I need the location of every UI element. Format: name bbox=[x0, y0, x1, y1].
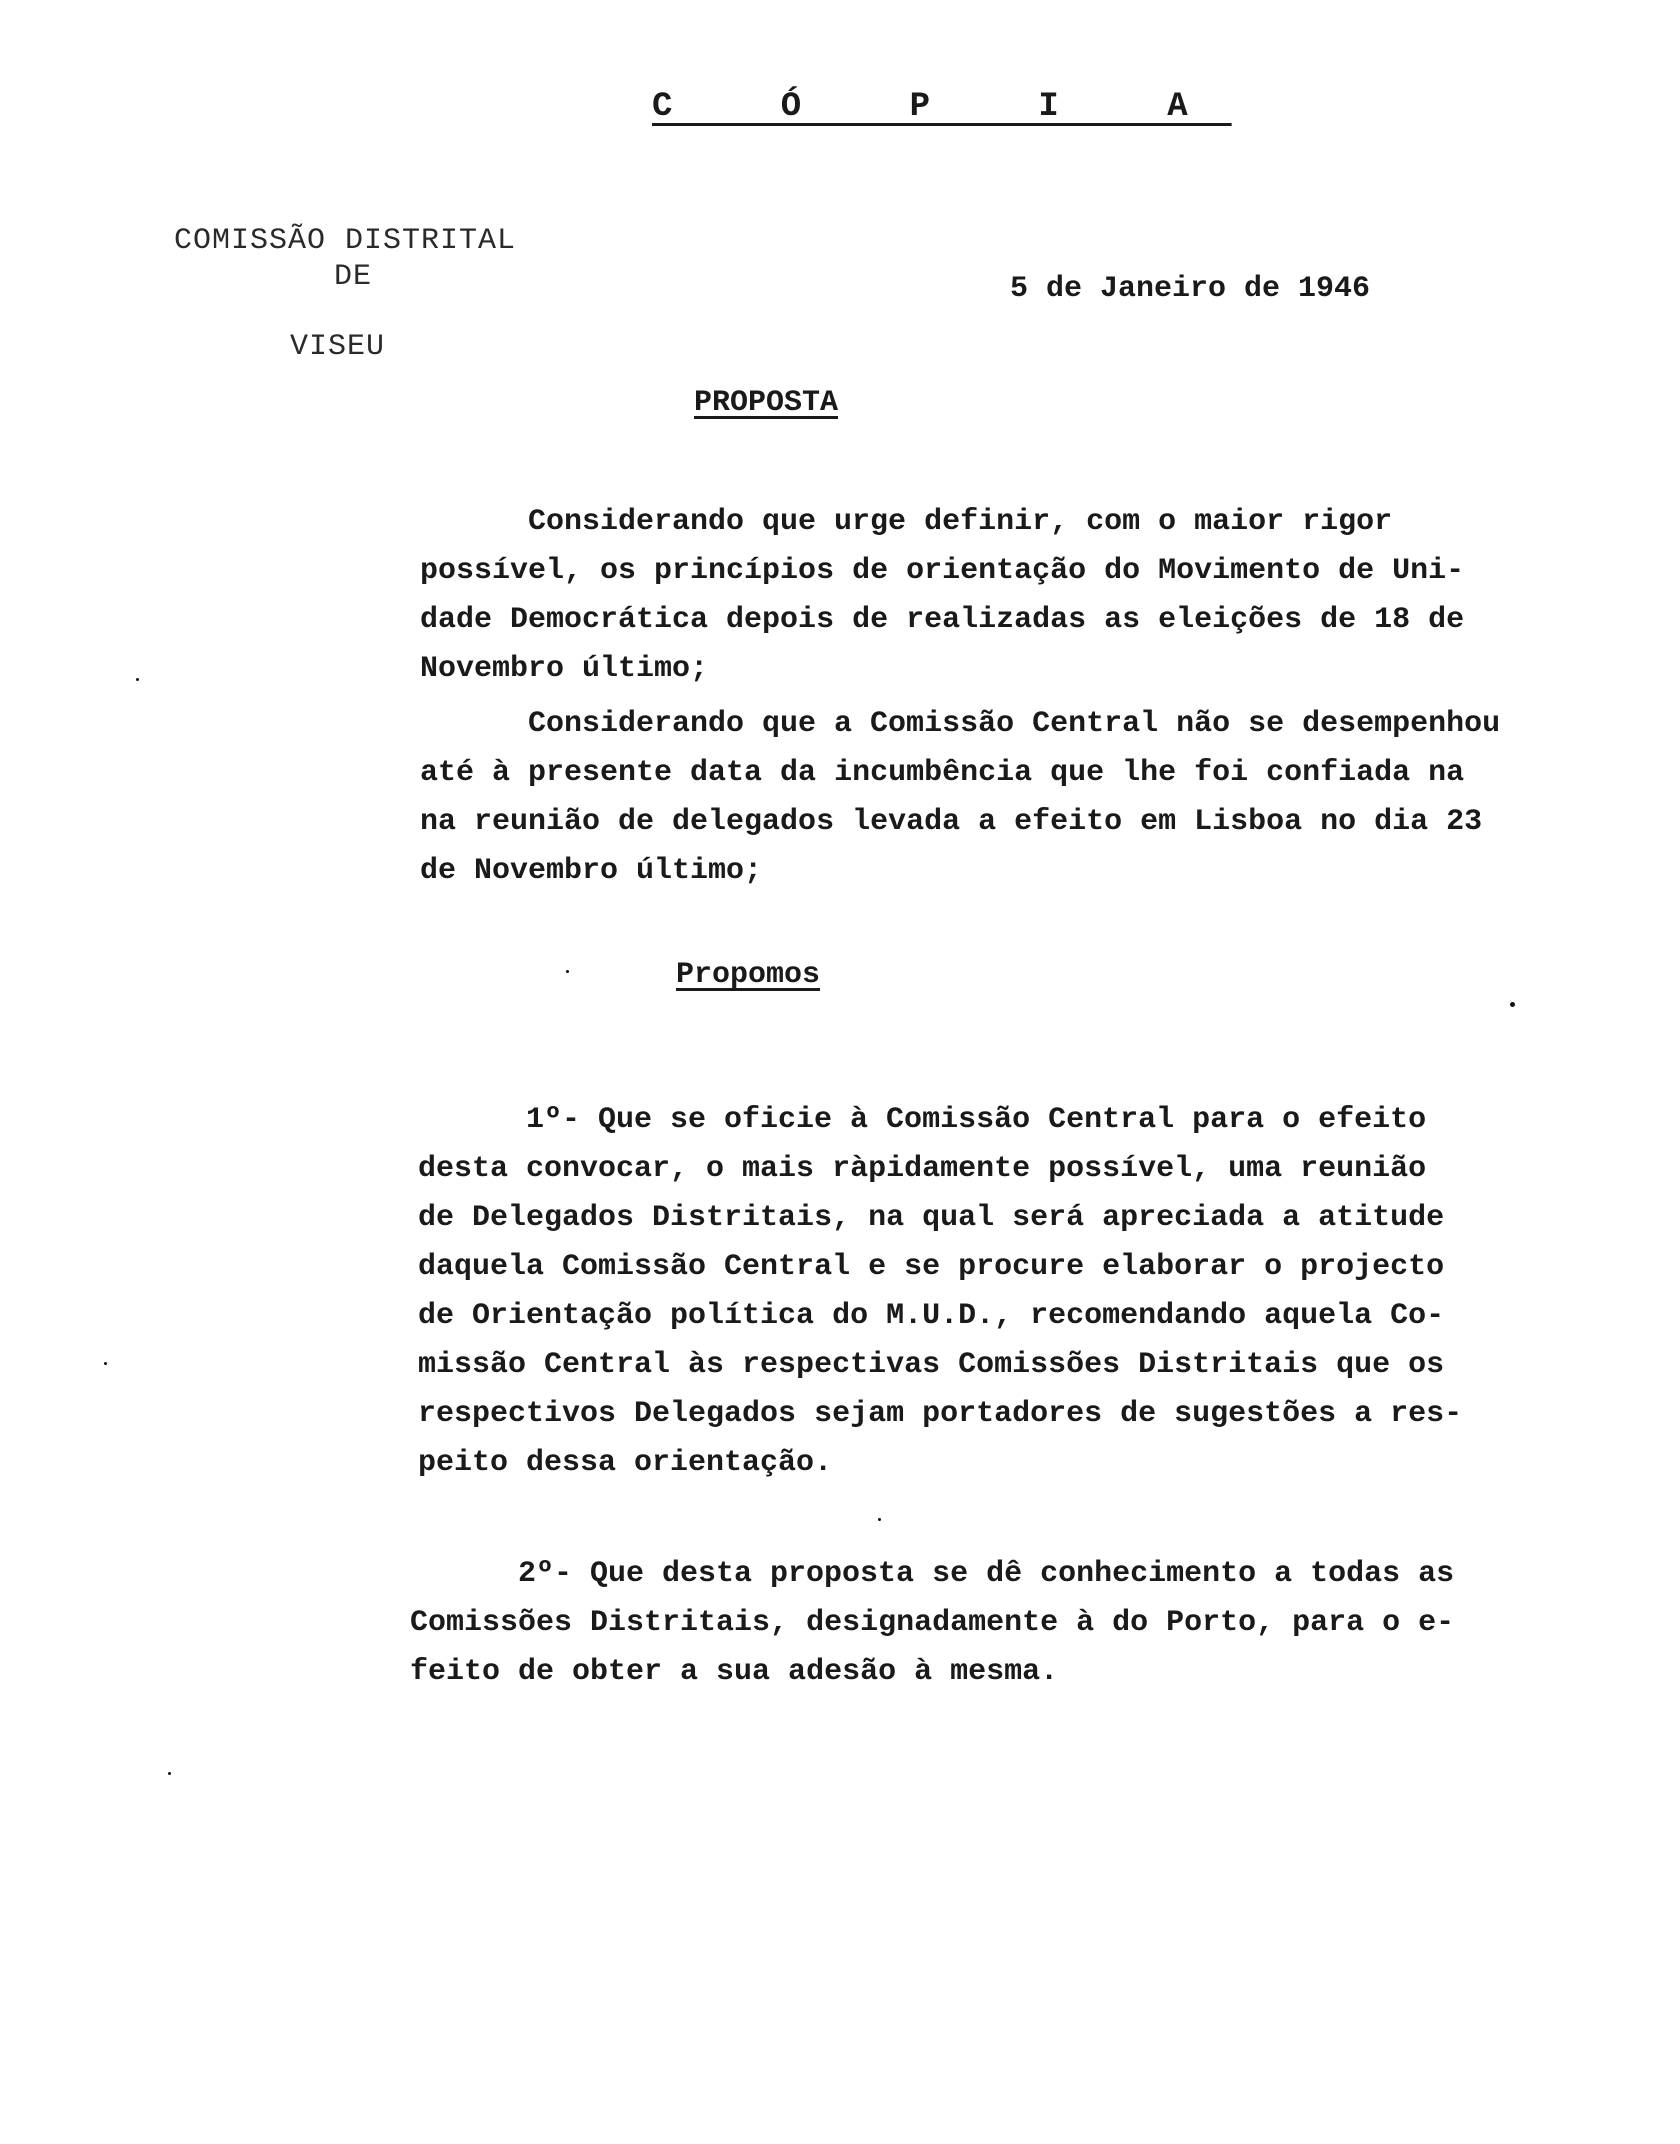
text-line: de Delegados Distritais, na qual será apreciada a atitude bbox=[418, 1201, 1445, 1235]
propomos-item-1 bbox=[418, 1096, 1608, 1488]
text-line: desta convocar, o mais ràpidamente possível, uma reunião bbox=[418, 1152, 1427, 1186]
proposta-paragraph-2 bbox=[420, 700, 1610, 896]
text-line: dade Democrática depois de realizadas as eleições de 18 de bbox=[420, 603, 1465, 637]
scan-speck bbox=[878, 1518, 881, 1521]
document-title: C Ó P I A bbox=[652, 88, 1232, 126]
scan-speck bbox=[136, 678, 139, 681]
org-name-line3: VISEU bbox=[290, 330, 386, 364]
document-date: 5 de Janeiro de 1946 bbox=[1010, 272, 1371, 306]
text-line: Considerando que urge definir, com o maior rigor bbox=[528, 505, 1393, 539]
scan-speck bbox=[104, 1362, 107, 1365]
text-line: Considerando que a Comissão Central não se desempenhou bbox=[528, 707, 1501, 741]
text-line: na reunião de delegados levada a efeito em Lisboa no dia 23 bbox=[420, 805, 1483, 839]
propomos-heading: Propomos bbox=[676, 958, 821, 992]
text-line: respectivos Delegados sejam portadores de sugestões a res- bbox=[418, 1397, 1463, 1431]
text-line: 2º- Que desta proposta se dê conhecimento a todas as bbox=[518, 1557, 1455, 1591]
proposta-heading: PROPOSTA bbox=[694, 386, 839, 420]
scan-speck bbox=[566, 970, 569, 973]
text-line: missão Central às respectivas Comissões Distritais que os bbox=[418, 1348, 1445, 1382]
org-name-line2: DE bbox=[334, 260, 373, 294]
text-line: Novembro último; bbox=[420, 652, 709, 686]
text-line: até à presente data da incumbência que lhe foi confiada na bbox=[420, 756, 1465, 790]
scan-speck bbox=[168, 1772, 171, 1775]
text-line: 1º- Que se oficie à Comissão Central para o efeito bbox=[526, 1103, 1427, 1137]
text-line: feito de obter a sua adesão à mesma. bbox=[410, 1655, 1059, 1689]
text-line: de Orientação política do M.U.D., recomendando aquela Co- bbox=[418, 1299, 1445, 1333]
text-line: possível, os princípios de orientação do Movimento de Uni- bbox=[420, 554, 1465, 588]
text-line: daquela Comissão Central e se procure elaborar o projecto bbox=[418, 1250, 1445, 1284]
text-line: peito dessa orientação. bbox=[418, 1446, 833, 1480]
text-line: de Novembro último; bbox=[420, 854, 763, 888]
org-name-line1: COMISSÃO DISTRITAL bbox=[174, 224, 517, 258]
proposta-paragraph-1 bbox=[420, 498, 1610, 694]
propomos-item-2 bbox=[410, 1550, 1610, 1697]
text-line: Comissões Distritais, designadamente à do Porto, para o e- bbox=[410, 1606, 1455, 1640]
scan-speck bbox=[1510, 1002, 1515, 1007]
